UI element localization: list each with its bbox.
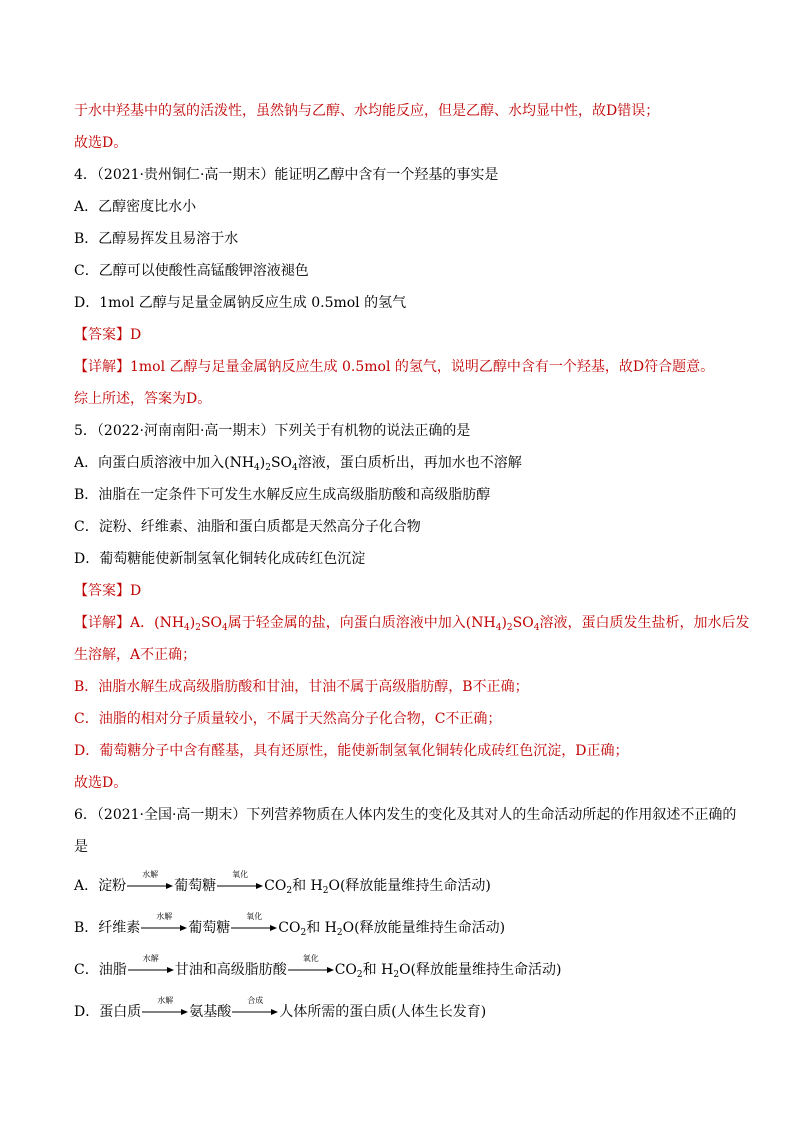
q5-option-a — [74, 453, 522, 473]
subscript: 2 — [506, 623, 513, 633]
q5-detail-4: C．油脂的相对分子质量较小，不属于天然高分子化合物，C不正确； — [74, 711, 502, 727]
answer-value: D — [130, 327, 142, 343]
detail-text: 1mol 乙醇与足量金属钠反应生成 0.5mol 的氢气，说明乙醇中含有一个羟基，故D符合题意。 — [130, 359, 715, 375]
text: A．向蛋白质溶液中加入(NH — [74, 455, 255, 471]
reaction-arrow — [217, 870, 263, 893]
text: ) — [189, 615, 196, 631]
text: 溶液，蛋白质发生盐析，加水后发 — [539, 615, 750, 631]
q4-option-c: C．乙醇可以使酸性高锰酸钾溶液褪色 — [74, 263, 309, 279]
subscript: 2 — [300, 928, 307, 938]
subscript: 2 — [286, 886, 293, 896]
q5-option-c: C．淀粉、纤维素、油脂和蛋白质都是天然高分子化合物 — [74, 519, 421, 535]
subscript: 4 — [292, 463, 298, 473]
subscript: 4 — [495, 623, 502, 633]
subscript: 4 — [184, 623, 190, 633]
subscript: 2 — [356, 970, 363, 980]
arrow-caption: 水解 — [142, 954, 159, 963]
q5-stem: 5．（2022·河南南阳·高一期末）下列关于有机物的说法正确的是 — [74, 423, 471, 439]
q4-option-b: B．乙醇易挥发且易溶于水 — [74, 231, 239, 247]
q4-stem: 4．（2021·贵州铜仁·高一期末）能证明乙醇中含有一个羟基的事实是 — [74, 167, 499, 183]
q5-detail-5: D．葡萄糖分子中含有醛基，具有还原性，能使新制氢氧化铜转化成砖红色沉淀，D正确； — [74, 743, 629, 759]
text: CO — [264, 878, 287, 894]
q6-option-b — [74, 912, 506, 938]
subscript: 2 — [322, 886, 329, 896]
subscript: 4 — [533, 623, 540, 633]
q4-detail — [74, 357, 714, 377]
q6-option-d — [74, 996, 487, 1022]
text: 葡萄糖 — [188, 920, 231, 936]
text: 溶液，蛋白质析出，再加水也不溶解 — [297, 455, 522, 471]
reaction-arrow — [231, 912, 277, 935]
q4-option-d: D．1mol 乙醇与足量金属钠反应生成 0.5mol 的氢气 — [74, 295, 407, 311]
subscript: 2 — [195, 623, 201, 633]
text: O(释放能量维持生命活动) — [342, 920, 506, 936]
reaction-arrow — [142, 996, 188, 1019]
arrow-caption: 水解 — [156, 912, 173, 921]
text: SO — [270, 455, 293, 471]
text: ) — [259, 455, 266, 471]
arrow-caption: 氧化 — [232, 870, 249, 879]
q5-detail-3: B．油脂水解生成高级脂肪酸和甘油，甘油不属于高级脂肪醇，B不正确； — [74, 679, 529, 695]
q5-detail-6: 故选D。 — [74, 775, 128, 791]
text: 氨基酸 — [189, 1004, 232, 1020]
text: B．纤维素 — [74, 920, 141, 936]
q4-summary: 综上所述，答案为D。 — [74, 391, 212, 407]
q6-stem-2: 是 — [74, 839, 88, 855]
text: CO — [334, 962, 357, 978]
detail-label: 【详解】 — [74, 615, 130, 631]
reaction-arrow — [232, 996, 278, 1019]
text: 和 H — [306, 920, 337, 936]
reaction-arrow — [141, 912, 187, 935]
text: 甘油和高级脂肪酸 — [174, 962, 287, 978]
text: SO — [200, 615, 223, 631]
arrow-caption: 氧化 — [302, 954, 319, 963]
text: 葡萄糖 — [174, 878, 217, 894]
text: O(释放能量维持生命活动) — [328, 878, 491, 894]
reaction-arrow — [288, 954, 334, 977]
q5-answer — [74, 581, 141, 601]
reaction-arrow — [128, 954, 174, 977]
reaction-arrow — [127, 870, 173, 893]
text: SO — [512, 615, 534, 631]
text: A．(NH — [130, 615, 185, 631]
answer-value: D — [130, 583, 142, 599]
text: 和 H — [362, 962, 394, 978]
text: O(释放能量维持生命活动) — [399, 962, 562, 978]
text: 属于轻金属的盐，向蛋白质溶液中加入(NH — [227, 615, 496, 631]
text: 和 H — [292, 878, 323, 894]
arrow-caption: 合成 — [247, 996, 264, 1005]
text: C．油脂 — [74, 962, 127, 978]
q6-option-c — [74, 954, 562, 980]
subscript: 2 — [393, 970, 400, 980]
q5-option-d: D．葡萄糖能使新制氢氧化铜转化成砖红色沉淀 — [74, 551, 366, 567]
text: CO — [278, 920, 301, 936]
detail-label: 【详解】 — [74, 359, 130, 375]
conclusion-line: 故选D。 — [74, 135, 128, 151]
q4-option-a: A．乙醇密度比水小 — [74, 199, 197, 215]
q5-detail-1 — [74, 613, 749, 633]
subscript: 4 — [254, 463, 260, 473]
detail-continuation: 于水中羟基中的氢的活泼性，虽然钠与乙醇、水均能反应，但是乙醇、水均显中性，故D错误； — [74, 103, 660, 119]
answer-label: 【答案】 — [74, 327, 130, 343]
text: A．淀粉 — [74, 878, 127, 894]
answer-label: 【答案】 — [74, 583, 130, 599]
text: D．蛋白质 — [74, 1004, 142, 1020]
text: 人体所需的蛋白质(人体生长发育) — [279, 1004, 487, 1020]
q5-option-b: B．油脂在一定条件下可发生水解反应生成高级脂肪酸和高级脂肪醇 — [74, 487, 491, 503]
arrow-caption: 水解 — [142, 870, 159, 879]
q6-option-a — [74, 870, 491, 896]
q6-stem-1: 6．（2021·全国·高一期末）下列营养物质在人体内发生的变化及其对人的生命活动所起的作用叙述不正确的 — [74, 807, 737, 823]
arrow-caption: 水解 — [157, 996, 174, 1005]
q4-answer — [74, 325, 141, 345]
subscript: 2 — [265, 463, 271, 473]
subscript: 4 — [222, 623, 228, 633]
text: ) — [501, 615, 507, 631]
arrow-caption: 氧化 — [246, 912, 263, 921]
subscript: 2 — [336, 928, 343, 938]
q5-detail-2: 生溶解，A不正确； — [74, 647, 197, 663]
